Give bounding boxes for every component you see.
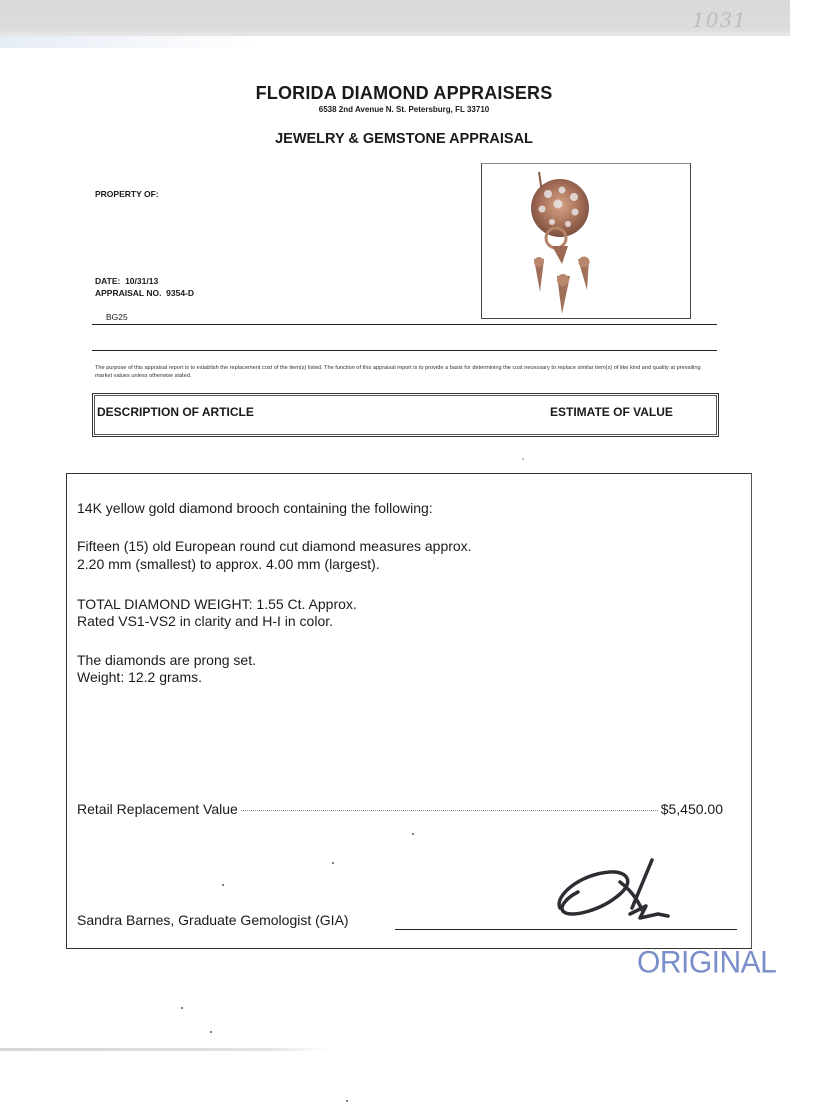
divider-line <box>92 324 717 325</box>
appraisal-number-value: 9354-D <box>166 288 195 298</box>
item-photo <box>481 163 691 319</box>
retail-replacement-value-row <box>77 801 723 817</box>
description-line: Fifteen (15) old European round cut diamond measures approx. <box>77 538 472 554</box>
description-line: 2.20 mm (smallest) to approx. 4.00 mm (largest). <box>77 556 380 572</box>
description-line: 14K yellow gold diamond brooch containing the following: <box>77 500 433 516</box>
estimate-of-value-header: ESTIMATE OF VALUE <box>550 405 673 419</box>
scan-speck <box>412 833 414 835</box>
document-title: JEWELRY & GEMSTONE APPRAISAL <box>275 131 533 147</box>
retail-value-label: Retail Replacement Value <box>77 801 238 817</box>
scan-speck <box>181 1007 183 1009</box>
scan-speck <box>332 862 334 864</box>
description-line: Rated VS1-VS2 in clarity and H-I in color. <box>77 613 334 629</box>
property-of-label: PROPERTY OF: <box>95 189 159 199</box>
scan-speck <box>210 1031 212 1033</box>
retail-value-amount: $5,450.00 <box>660 801 723 817</box>
original-stamp: ORIGINAL <box>637 945 777 980</box>
brooch-image <box>482 164 690 318</box>
disclaimer-text: The purpose of this appraisal report is to establish the replacement cost of the item(s) listed. The function of this appraisal report is to provide a basis for determining the cost necessary to replace similar item(s) of like kind and quality at prevailing market values unless otherwise stated. <box>95 365 701 379</box>
scan-speck <box>222 884 224 886</box>
scan-speck <box>346 1100 348 1102</box>
scan-top-edge <box>790 0 816 36</box>
date-label: DATE: <box>95 276 121 286</box>
scan-shadow <box>0 36 260 48</box>
description-of-article-header: DESCRIPTION OF ARTICLE <box>97 405 254 419</box>
date-field <box>95 276 158 286</box>
appraisal-number-label: APPRAISAL NO. <box>95 288 162 298</box>
scan-speck <box>522 458 524 460</box>
signer-name: Sandra Barnes, Graduate Gemologist (GIA) <box>77 912 349 928</box>
divider-line <box>92 350 717 351</box>
description-line: Weight: 12.2 grams. <box>77 669 203 685</box>
scan-bottom-band <box>0 1048 330 1051</box>
item-code: BG25 <box>106 312 128 322</box>
handwritten-number: 1031 <box>692 8 747 32</box>
scan-top-band <box>0 0 790 36</box>
description-line: TOTAL DIAMOND WEIGHT: 1.55 Ct. Approx. <box>77 596 357 612</box>
appraisal-number-field <box>95 288 194 298</box>
company-name: FLORIDA DIAMOND APPRAISERS <box>255 83 553 103</box>
description-line: The diamonds are prong set. <box>77 652 256 668</box>
handwritten-signature <box>550 852 680 930</box>
dot-leader <box>241 810 658 811</box>
company-address: 6538 2nd Avenue N. St. Petersburg, FL 33710 <box>318 105 490 114</box>
signature-line <box>395 929 737 930</box>
date-value: 10/31/13 <box>125 276 159 286</box>
